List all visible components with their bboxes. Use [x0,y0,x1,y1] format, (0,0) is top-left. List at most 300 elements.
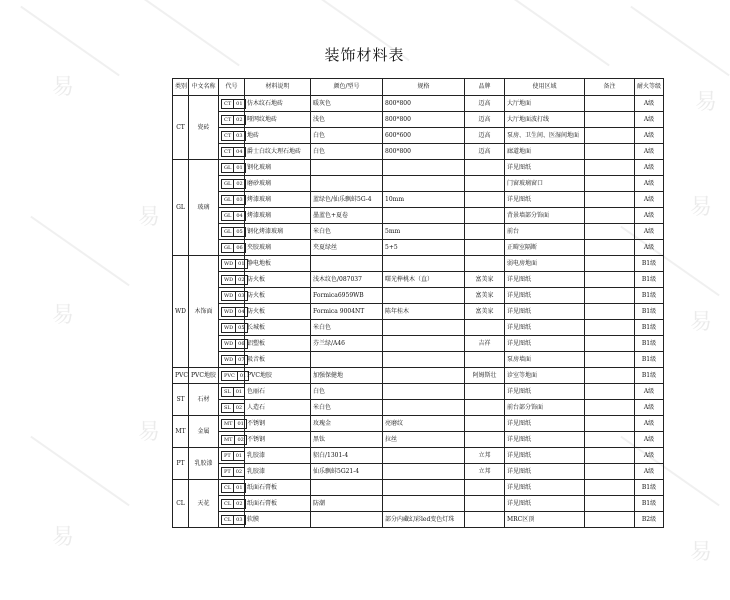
remark [585,448,635,464]
specification [383,176,465,192]
table-row [173,448,664,464]
item-code [219,176,245,192]
table-row [173,304,664,320]
item-code [219,320,245,336]
specification: 800*800 [383,144,465,160]
code-prefix: WD [224,276,234,283]
item-code [219,352,245,368]
code-number: 04 [233,212,244,220]
code-prefix: GL [224,164,232,171]
material-description: 纸面石膏板 [245,480,311,496]
category-code: GL [173,160,189,256]
fire-rating: A级 [635,464,664,480]
item-code [219,464,245,480]
specification: 亮磨纹 [383,416,465,432]
material-description: 地砖 [245,128,311,144]
fire-rating: A级 [635,224,664,240]
code-tag [221,355,248,365]
brand: 立邦 [465,448,505,464]
specification [383,368,465,384]
fire-rating: A级 [635,432,664,448]
code-prefix: CT [224,148,232,155]
remark [585,304,635,320]
color-model [311,176,383,192]
material-description: 爵士白纹大理石地砖 [245,144,311,160]
code-number: 02 [233,116,244,124]
code-prefix: GL [224,228,232,235]
specification [383,320,465,336]
specification [383,208,465,224]
remark [585,480,635,496]
usage-area: 廊道地面 [505,144,585,160]
table-row [173,176,664,192]
remark [585,144,635,160]
category-name: PVC地胶 [189,368,219,384]
category-code: CT [173,96,189,160]
item-code [219,192,245,208]
watermark-logo: 易 [690,195,713,220]
fire-rating: A级 [635,176,664,192]
fire-rating: A级 [635,128,664,144]
material-description: 吸音板 [245,352,311,368]
usage-area: 详见图纸 [505,192,585,208]
code-number: 01 [233,164,244,172]
category-name: 玻璃 [189,160,219,256]
remark [585,416,635,432]
fire-rating: A级 [635,160,664,176]
item-code [219,160,245,176]
watermark-logo: 易 [52,75,75,100]
watermark-logo: 易 [690,540,713,565]
column-header: 代号 [219,79,245,96]
fire-rating: B1级 [635,480,664,496]
code-number: 01 [233,452,244,460]
item-code [219,288,245,304]
code-number: 03 [233,132,244,140]
table-row [173,192,664,208]
fire-rating: A级 [635,400,664,416]
table-row [173,384,664,400]
code-prefix: WD [224,308,234,315]
code-tag [221,243,246,253]
color-model: 墨蓝色+夏卷 [311,208,383,224]
brand [465,384,505,400]
material-description: 防火板 [245,288,311,304]
table-row [173,112,664,128]
table-row [173,160,664,176]
fire-rating: A级 [635,240,664,256]
remark [585,496,635,512]
remark [585,464,635,480]
watermark-logo: 易 [52,525,75,550]
watermark-logo: 易 [138,420,161,445]
brand [465,192,505,208]
code-tag [221,371,249,381]
material-description: 色丽石 [245,384,311,400]
brand [465,480,505,496]
specification: 5+5 [383,240,465,256]
code-tag [221,467,245,477]
usage-area: 详见图纸 [505,464,585,480]
specification [383,496,465,512]
brand: 迈高 [465,128,505,144]
category-code: CL [173,480,189,528]
usage-area: 泵房、卫生间、医湿间地面 [505,128,585,144]
code-prefix: MT [224,436,233,443]
fire-rating: A级 [635,448,664,464]
brand: 立邦 [465,464,505,480]
item-code [219,336,245,352]
material-description: 纸面石膏板 [245,496,311,512]
column-header: 规格 [383,79,465,96]
table-row [173,400,664,416]
code-tag [221,323,248,333]
code-prefix: WD [224,324,234,331]
category-name: 乳胶漆 [189,448,219,480]
usage-area: 正畸室隔断 [505,240,585,256]
fire-rating: B1级 [635,288,664,304]
code-tag [221,499,246,509]
brand [465,320,505,336]
code-prefix: SL [224,404,231,411]
usage-area: 详见图纸 [505,384,585,400]
remark [585,368,635,384]
code-number: 04 [235,308,246,316]
usage-area: 详见图纸 [505,432,585,448]
brand [465,224,505,240]
table-row [173,256,664,272]
material-description: 静电地板 [245,256,311,272]
specification: 5mm [383,224,465,240]
usage-area: 泵房墙面 [505,352,585,368]
brand [465,160,505,176]
code-number: 02 [233,500,244,508]
color-model: 黑钛 [311,432,383,448]
table-row [173,288,664,304]
code-number: 04 [233,148,244,156]
fire-rating: B1级 [635,272,664,288]
code-prefix: PT [224,468,231,475]
fire-rating: A级 [635,192,664,208]
specification [383,160,465,176]
color-model: 夹夏绿丝 [311,240,383,256]
category-name: 金属 [189,416,219,448]
column-header: 材料说明 [245,79,311,96]
remark [585,272,635,288]
color-model: 米白色 [311,224,383,240]
code-prefix: SL [224,388,231,395]
material-description: 仿木纹石地砖 [245,96,311,112]
color-model: 加强保健地 [311,368,383,384]
item-code [219,416,245,432]
category-name: 石材 [189,384,219,416]
material-description: 长城板 [245,320,311,336]
code-prefix: WD [224,356,234,363]
column-header: 类别 [173,79,189,96]
remark [585,96,635,112]
color-model [311,352,383,368]
brand [465,176,505,192]
code-prefix: GL [224,196,232,203]
color-model: 浅色 [311,112,383,128]
item-code [219,432,245,448]
code-number: 01 [233,388,244,396]
item-code [219,240,245,256]
code-tag [221,403,245,413]
usage-area: 前台 [505,224,585,240]
usage-area: 详见图纸 [505,336,585,352]
material-description: 不锈钢 [245,432,311,448]
usage-area: 门窗玻璃窗口 [505,176,585,192]
specification [383,448,465,464]
category-name: 木饰面 [189,256,219,368]
item-code [219,496,245,512]
specification [383,288,465,304]
item-code [219,256,245,272]
brand: 富美家 [465,304,505,320]
remark [585,128,635,144]
specification: 800*800 [383,96,465,112]
table-row [173,368,664,384]
code-tag [221,307,248,317]
fire-rating: A级 [635,96,664,112]
code-prefix: WD [224,340,234,347]
specification [383,384,465,400]
remark [585,224,635,240]
table-row [173,464,664,480]
color-model: 貂白/1301-4 [311,448,383,464]
material-description: PVC地胶 [245,368,311,384]
material-description: 哑网纹地砖 [245,112,311,128]
material-description: 乳胶漆 [245,448,311,464]
usage-area: 详见图纸 [505,416,585,432]
code-number: 01 [237,372,248,380]
brand [465,208,505,224]
brand [465,512,505,528]
specification [383,336,465,352]
code-number: 02 [233,180,244,188]
usage-area: 详见图纸 [505,272,585,288]
category-code: PT [173,448,189,480]
table-row [173,128,664,144]
specification: 陈年桂木 [383,304,465,320]
color-model: 玫瑰金 [311,416,383,432]
fire-rating: B1级 [635,368,664,384]
code-tag [221,275,248,285]
code-tag [221,515,246,525]
item-code [219,512,245,528]
remark [585,400,635,416]
item-code [219,224,245,240]
item-code [219,208,245,224]
color-model [311,160,383,176]
item-code [219,480,245,496]
code-tag [221,291,248,301]
usage-area: MRC区顶 [505,512,585,528]
item-code [219,400,245,416]
code-prefix: CL [224,500,232,507]
remark [585,320,635,336]
remark [585,288,635,304]
brand: 富美家 [465,288,505,304]
item-code [219,368,245,384]
table-row [173,496,664,512]
usage-area: 详见图纸 [505,288,585,304]
table-row [173,432,664,448]
specification [383,352,465,368]
code-number: 02 [235,276,246,284]
remark [585,512,635,528]
usage-area: 详见图纸 [505,480,585,496]
column-header: 使用区域 [505,79,585,96]
table-row [173,96,664,112]
remark [585,176,635,192]
fire-rating: A级 [635,112,664,128]
material-description: 软膜 [245,512,311,528]
material-description: 乳胶漆 [245,464,311,480]
code-number: 02 [233,468,244,476]
code-prefix: MT [224,420,233,427]
fire-rating: B1级 [635,336,664,352]
code-prefix: PT [224,452,231,459]
code-prefix: WD [224,292,234,299]
code-prefix: WD [224,260,234,267]
fire-rating: A级 [635,144,664,160]
watermark-logo: 易 [690,310,713,335]
color-model: 白色 [311,144,383,160]
usage-area: 详见图纸 [505,304,585,320]
remark [585,192,635,208]
remark [585,112,635,128]
brand [465,432,505,448]
fire-rating: B1级 [635,320,664,336]
code-number: 02 [233,404,244,412]
material-description: 铝塑板 [245,336,311,352]
brand [465,496,505,512]
fire-rating: B1级 [635,496,664,512]
material-description: 防火板 [245,304,311,320]
code-prefix: GL [224,180,232,187]
usage-area: 详见图纸 [505,448,585,464]
code-prefix: PVC [224,372,235,379]
column-header: 颜色/型号 [311,79,383,96]
code-prefix: CT [224,100,232,107]
column-header: 耐火等级 [635,79,664,96]
remark [585,256,635,272]
category-code: MT [173,416,189,448]
brand: 迈高 [465,144,505,160]
specification [383,480,465,496]
specification [383,256,465,272]
specification: 800*800 [383,112,465,128]
material-description: 磨砂玻璃 [245,176,311,192]
code-tag [221,211,246,221]
table-row [173,512,664,528]
usage-area: 详见图纸 [505,496,585,512]
watermark-logo: 易 [138,205,161,230]
specification: 600*600 [383,128,465,144]
table-row [173,336,664,352]
code-number: 02 [234,436,245,444]
brand: 阿姆斯壮 [465,368,505,384]
usage-area: 详见图纸 [505,160,585,176]
item-code [219,304,245,320]
material-description: 烤漆玻璃 [245,208,311,224]
category-code: PVC [173,368,189,384]
column-header: 品牌 [465,79,505,96]
code-number: 06 [233,244,244,252]
code-number: 03 [233,516,244,524]
remark [585,160,635,176]
code-prefix: CT [224,132,232,139]
usage-area: 前台部分饰面 [505,400,585,416]
specification [383,464,465,480]
item-code [219,144,245,160]
code-tag [221,115,246,125]
usage-area: 大厅地面 [505,96,585,112]
table-row [173,416,664,432]
remark [585,240,635,256]
table-header-row [173,79,664,96]
fire-rating: A级 [635,416,664,432]
color-model: 米白色 [311,400,383,416]
table-row [173,320,664,336]
brand [465,352,505,368]
code-number: 01 [235,260,246,268]
usage-area: 诊室等地面 [505,368,585,384]
color-model: 芬兰绿/A46 [311,336,383,352]
watermark-logo: 易 [695,90,718,115]
item-code [219,96,245,112]
code-tag [221,387,245,397]
material-description: 人造石 [245,400,311,416]
code-tag [221,259,248,269]
usage-area: 弱电房地面 [505,256,585,272]
code-number: 05 [233,228,244,236]
code-number: 06 [235,340,246,348]
code-prefix: CL [224,484,232,491]
code-number: 07 [235,356,246,364]
color-model: 暖灰色 [311,96,383,112]
brand [465,416,505,432]
item-code [219,272,245,288]
fire-rating: B1级 [635,304,664,320]
color-model [311,256,383,272]
fire-rating: A级 [635,208,664,224]
color-model [311,512,383,528]
material-description: 夹胶玻璃 [245,240,311,256]
color-model: Formica6959WB [311,288,383,304]
material-description: 钢化玻璃 [245,160,311,176]
column-header: 备注 [585,79,635,96]
table-row [173,240,664,256]
code-prefix: GL [224,212,232,219]
specification: 拉丝 [383,432,465,448]
brand: 迈高 [465,112,505,128]
code-tag [221,419,247,429]
material-description: 不锈钢 [245,416,311,432]
code-number: 05 [235,324,246,332]
document-title: 装饰材料表 [324,46,405,64]
code-tag [221,435,247,445]
color-model: 仙乐飘蚌5G21-4 [311,464,383,480]
specification: 部分内藏幻彩led变色灯珠 [383,512,465,528]
code-tag [221,131,246,141]
usage-area: 大厅地面波打线 [505,112,585,128]
fire-rating: B2级 [635,512,664,528]
code-tag [221,147,246,157]
table-body [173,96,664,528]
